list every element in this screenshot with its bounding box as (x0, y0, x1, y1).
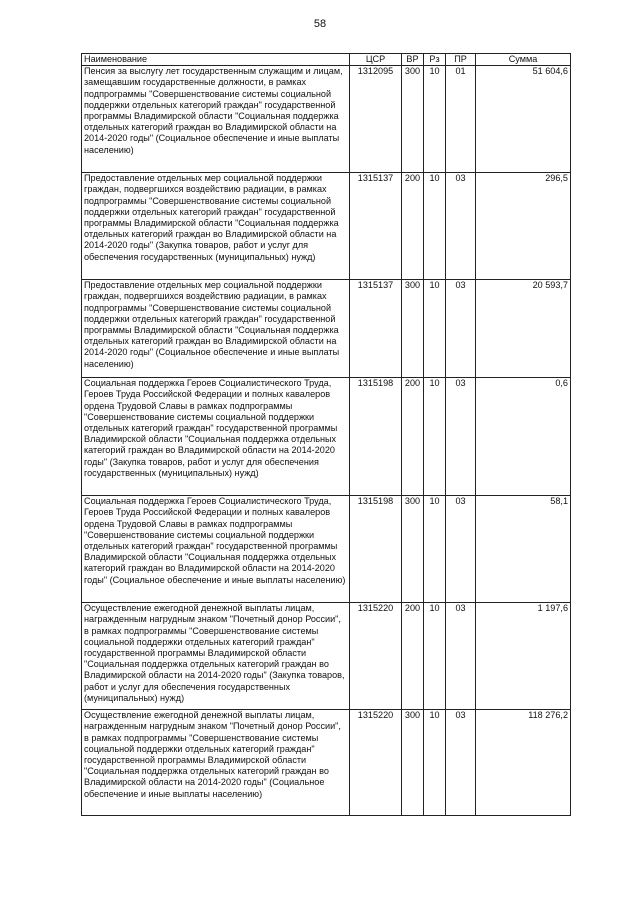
row-vr: 300 (402, 66, 424, 173)
table-row (82, 496, 571, 603)
row-name: Пенсия за выслугу лет государственным служащим и лицам, замещавшим государственные должности, в рамках подпрограммы "Совершенствование системы социальной поддержки отдельных категорий граждан" государственной программы Владимирской области "Социальная поддержка отдельных категорий граждан во Владимирской области на 2014-2020 годы" (Социальное обеспечение и иные выплаты населению) (82, 66, 350, 173)
header-csr: ЦСР (350, 54, 402, 66)
row-vr: 300 (402, 710, 424, 816)
table-row (82, 66, 571, 173)
row-rz: 10 (424, 173, 446, 280)
row-sum: 0,6 (476, 378, 571, 496)
row-pr: 03 (446, 173, 476, 280)
table-header-row (82, 54, 571, 66)
row-sum: 58,1 (476, 496, 571, 603)
row-sum: 51 604,6 (476, 66, 571, 173)
row-name: Предоставление отдельных мер социальной поддержки граждан, подвергшихся воздействию радиации, в рамках подпрограммы "Совершенствование системы социальной поддержки отдельных категорий граждан" государственной программы Владимирской области "Социальная поддержка отдельных категорий граждан во Владимирской области на 2014-2020 годы" (Социальное обеспечение и иные выплаты населению) (82, 280, 350, 378)
row-csr: 1315198 (350, 378, 402, 496)
table-row (82, 378, 571, 496)
row-rz: 10 (424, 603, 446, 710)
row-name: Осуществление ежегодной денежной выплаты лицам, награжденным нагрудным знаком "Почетный донор России", в рамках подпрограммы "Совершенствование системы социальной поддержки отдельных категорий граждан" государственной программы Владимирской области "Социальная поддержка отдельных категорий граждан во Владимирской области на 2014-2020 годы" (Социальное обеспечение и иные выплаты населению) (82, 710, 350, 816)
row-rz: 10 (424, 280, 446, 378)
row-sum: 1 197,6 (476, 603, 571, 710)
row-csr: 1315220 (350, 710, 402, 816)
row-sum: 118 276,2 (476, 710, 571, 816)
row-vr: 300 (402, 280, 424, 378)
row-vr: 200 (402, 603, 424, 710)
row-csr: 1315137 (350, 173, 402, 280)
row-pr: 03 (446, 710, 476, 816)
row-name: Социальная поддержка Героев Социалистического Труда, Героев Труда Российской Федерации и полных кавалеров ордена Трудовой Славы в рамках подпрограммы "Совершенствование системы социальной поддержки отдельных категорий граждан" государственной программы Владимирской области "Социальная поддержка отдельных категорий граждан во Владимирской области на 2014-2020 годы" (Закупка товаров, работ и услуг для обеспечения государственных (муниципальных) нужд) (82, 378, 350, 496)
row-sum: 296,5 (476, 173, 571, 280)
row-vr: 200 (402, 173, 424, 280)
row-name: Социальная поддержка Героев Социалистического Труда, Героев Труда Российской Федерации и полных кавалеров ордена Трудовой Славы в рамках подпрограммы "Совершенствование системы социальной поддержки отдельных категорий граждан" государственной программы Владимирской области "Социальная поддержка отдельных категорий граждан во Владимирской области на 2014-2020 годы" (Социальное обеспечение и иные выплаты населению) (82, 496, 350, 603)
row-csr: 1315198 (350, 496, 402, 603)
table-row (82, 173, 571, 280)
table-row (82, 710, 571, 816)
row-rz: 10 (424, 496, 446, 603)
row-vr: 200 (402, 378, 424, 496)
header-vr: ВР (402, 54, 424, 66)
table-row (82, 280, 571, 378)
row-pr: 03 (446, 378, 476, 496)
row-rz: 10 (424, 378, 446, 496)
row-csr: 1315137 (350, 280, 402, 378)
row-csr: 1312095 (350, 66, 402, 173)
row-rz: 10 (424, 710, 446, 816)
header-name: Наименование (82, 54, 350, 66)
header-pr: ПР (446, 54, 476, 66)
page-number: 58 (313, 18, 327, 30)
row-name: Предоставление отдельных мер социальной поддержки граждан, подвергшихся воздействию радиации, в рамках подпрограммы "Совершенствование системы социальной поддержки отдельных категорий граждан" государственной программы Владимирской области "Социальная поддержка отдельных категорий граждан во Владимирской области на 2014-2020 годы" (Закупка товаров, работ и услуг для обеспечения государственных (муниципальных) нужд) (82, 173, 350, 280)
header-sum: Сумма (476, 54, 571, 66)
row-vr: 300 (402, 496, 424, 603)
header-rz: Рз (424, 54, 446, 66)
row-pr: 01 (446, 66, 476, 173)
row-rz: 10 (424, 66, 446, 173)
row-pr: 03 (446, 280, 476, 378)
row-pr: 03 (446, 496, 476, 603)
table-row (82, 603, 571, 710)
row-name: Осуществление ежегодной денежной выплаты лицам, награжденным нагрудным знаком "Почетный донор России", в рамках подпрограммы "Совершенствование системы социальной поддержки отдельных категорий граждан" государственной программы Владимирской области "Социальная поддержка отдельных категорий граждан во Владимирской области на 2014-2020 годы" (Закупка товаров, работ и услуг для обеспечения государственных (муниципальных) нужд) (82, 603, 350, 710)
row-pr: 03 (446, 603, 476, 710)
budget-table (81, 53, 571, 816)
row-sum: 20 593,7 (476, 280, 571, 378)
row-csr: 1315220 (350, 603, 402, 710)
